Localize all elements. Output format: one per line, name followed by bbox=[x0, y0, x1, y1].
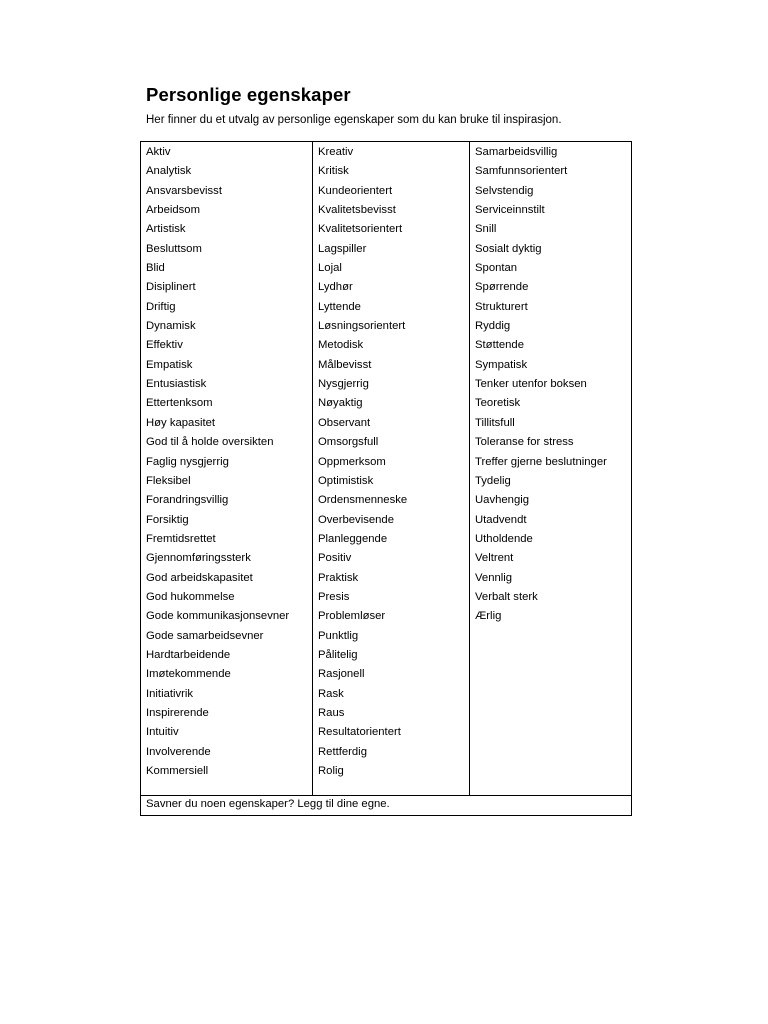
trait-item: Forandringsvillig bbox=[146, 494, 229, 507]
traits-column-3 bbox=[470, 142, 632, 796]
trait-item: Nøyaktig bbox=[318, 397, 363, 410]
trait-item: Treffer gjerne beslutninger bbox=[475, 455, 607, 468]
trait-item: Intuitiv bbox=[146, 726, 179, 739]
trait-item: Presis bbox=[318, 590, 350, 603]
trait-item: Planleggende bbox=[318, 532, 388, 545]
trait-item: Selvstendig bbox=[475, 184, 534, 197]
trait-item: Samarbeidsvillig bbox=[475, 146, 558, 158]
trait-item: Toleranse for stress bbox=[475, 436, 574, 449]
trait-item: Tydelig bbox=[475, 474, 511, 487]
trait-item: Kvalitetsorientert bbox=[318, 223, 403, 236]
trait-item: Tillitsfull bbox=[475, 416, 515, 429]
trait-item: Effektiv bbox=[146, 339, 183, 352]
trait-item: Kvalitetsbevisst bbox=[318, 204, 396, 217]
trait-item: Analytisk bbox=[146, 165, 192, 178]
trait-item: Serviceinnstilt bbox=[475, 204, 545, 217]
trait-item: Disiplinert bbox=[146, 281, 196, 294]
trait-item: Pålitelig bbox=[318, 648, 358, 661]
trait-item: Rolig bbox=[318, 765, 344, 777]
trait-item: God arbeidskapasitet bbox=[146, 571, 253, 584]
trait-item: Spørrende bbox=[475, 281, 529, 294]
trait-item: Ordensmenneske bbox=[318, 494, 408, 507]
trait-item: Utholdende bbox=[475, 532, 533, 545]
trait-item: Oppmerksom bbox=[318, 455, 386, 468]
trait-item: Høy kapasitet bbox=[146, 416, 216, 429]
trait-item: Forsiktig bbox=[146, 513, 189, 526]
page-subtitle: Her finner du et utvalg av personlige egenskaper som du kan bruke til inspirasjon. bbox=[146, 114, 562, 126]
trait-item: Støttende bbox=[475, 339, 524, 352]
trait-item: Ansvarsbevisst bbox=[146, 184, 222, 197]
trait-item: Empatisk bbox=[146, 358, 193, 371]
trait-item: Imøtekommende bbox=[146, 668, 231, 681]
trait-item: Inspirerende bbox=[146, 706, 209, 719]
trait-item: Kundeorientert bbox=[318, 184, 393, 197]
trait-item: Spontan bbox=[475, 262, 518, 275]
trait-item: Kommersiell bbox=[146, 765, 209, 777]
trait-item: God hukommelse bbox=[146, 590, 235, 603]
trait-item: Løsningsorientert bbox=[318, 320, 406, 333]
traits-list-1 bbox=[141, 142, 312, 795]
traits-list-3 bbox=[470, 142, 631, 795]
trait-item: Rettferdig bbox=[318, 745, 367, 758]
trait-item: Fleksibel bbox=[146, 474, 191, 487]
trait-item: Sympatisk bbox=[475, 358, 528, 371]
trait-item: Praktisk bbox=[318, 571, 359, 584]
trait-item: Veltrent bbox=[475, 552, 514, 565]
traits-row bbox=[141, 142, 632, 796]
trait-item: Ryddig bbox=[475, 320, 511, 333]
trait-item: Strukturert bbox=[475, 300, 528, 313]
trait-item: Entusiastisk bbox=[146, 378, 207, 391]
trait-item: Involverende bbox=[146, 745, 211, 758]
traits-column-1 bbox=[141, 142, 313, 796]
trait-item: Dynamisk bbox=[146, 320, 196, 333]
trait-item: Raus bbox=[318, 706, 345, 719]
trait-item: Hardtarbeidende bbox=[146, 648, 231, 661]
trait-item: Gode samarbeidsevner bbox=[146, 629, 264, 642]
trait-item: Arbeidsom bbox=[146, 204, 200, 217]
trait-item: Utadvendt bbox=[475, 513, 527, 526]
trait-item: Optimistisk bbox=[318, 474, 374, 487]
trait-item: Lydhør bbox=[318, 281, 353, 294]
trait-item: Problemløser bbox=[318, 610, 386, 623]
trait-item: Verbalt sterk bbox=[475, 590, 538, 603]
trait-item: Teoretisk bbox=[475, 397, 521, 410]
trait-item: Positiv bbox=[318, 552, 352, 565]
trait-item: Rasjonell bbox=[318, 668, 365, 681]
traits-table bbox=[140, 141, 632, 816]
trait-item: God til å holde oversikten bbox=[146, 436, 274, 449]
trait-item: Besluttsom bbox=[146, 242, 202, 255]
trait-item: Fremtidsrettet bbox=[146, 532, 216, 545]
trait-item: Nysgjerrig bbox=[318, 378, 369, 391]
trait-item: Kritisk bbox=[318, 165, 349, 178]
trait-item: Sosialt dyktig bbox=[475, 242, 542, 255]
trait-item: Faglig nysgjerrig bbox=[146, 455, 229, 468]
footer-row bbox=[141, 796, 632, 816]
trait-item: Punktlig bbox=[318, 629, 359, 642]
trait-item: Artistisk bbox=[146, 223, 186, 236]
footer-note: Savner du noen egenskaper? Legg til dine egne. bbox=[141, 796, 632, 816]
trait-item: Initiativrik bbox=[146, 687, 194, 700]
trait-item: Gode kommunikasjonsevner bbox=[146, 610, 290, 623]
trait-item: Lagspiller bbox=[318, 242, 367, 255]
traits-list-2 bbox=[313, 142, 469, 795]
trait-item: Observant bbox=[318, 416, 371, 429]
trait-item: Snill bbox=[475, 223, 497, 236]
trait-item: Rask bbox=[318, 687, 344, 700]
page-title: Personlige egenskaper bbox=[146, 84, 351, 105]
trait-item: Vennlig bbox=[475, 571, 513, 584]
trait-item: Blid bbox=[146, 262, 165, 275]
trait-item: Ettertenksom bbox=[146, 397, 213, 410]
trait-item: Ærlig bbox=[475, 610, 502, 623]
trait-item: Driftig bbox=[146, 300, 176, 313]
trait-item: Aktiv bbox=[146, 146, 171, 158]
trait-item: Overbevisende bbox=[318, 513, 394, 526]
trait-item: Målbevisst bbox=[318, 358, 372, 371]
trait-item: Omsorgsfull bbox=[318, 436, 379, 449]
trait-item: Lyttende bbox=[318, 300, 361, 313]
traits-column-2 bbox=[313, 142, 470, 796]
trait-item: Tenker utenfor boksen bbox=[475, 378, 587, 391]
trait-item: Resultatorientert bbox=[318, 726, 401, 739]
trait-item: Lojal bbox=[318, 262, 342, 275]
trait-item: Kreativ bbox=[318, 146, 354, 158]
trait-item: Metodisk bbox=[318, 339, 364, 352]
trait-item: Gjennomføringssterk bbox=[146, 552, 251, 565]
trait-item: Samfunnsorientert bbox=[475, 165, 568, 178]
trait-item: Uavhengig bbox=[475, 494, 530, 507]
